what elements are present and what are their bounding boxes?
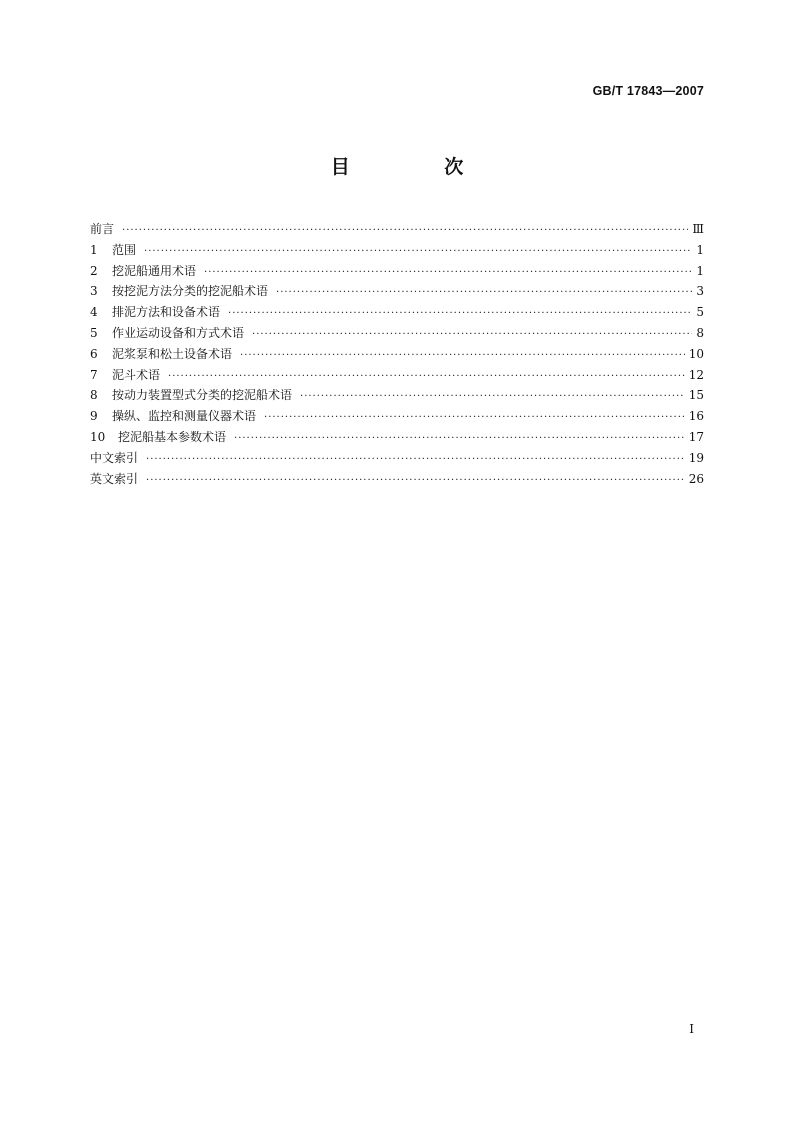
toc-entry-number: 5 <box>90 325 98 340</box>
standard-code: GB/T 17843—2007 <box>592 84 704 98</box>
toc-entry-5[interactable] <box>90 323 704 344</box>
toc-entry-label: 按挖泥方法分类的挖泥船术语 <box>112 284 269 299</box>
toc-entry-label: 排泥方法和设备术语 <box>112 305 221 320</box>
toc-entry-label: 泥斗术语 <box>112 367 161 382</box>
toc-entry-number: 1 <box>90 242 98 257</box>
toc-leader-dots <box>146 450 685 471</box>
toc-entry-6[interactable] <box>90 344 704 365</box>
toc-entry-1[interactable] <box>90 240 704 261</box>
toc-entry-number: 7 <box>90 367 98 382</box>
toc-entry-label: 挖泥船基本参数术语 <box>118 429 227 444</box>
toc-leader-dots <box>234 429 685 450</box>
toc-entry-page: 17 <box>688 429 704 444</box>
toc-entry-page: 10 <box>688 346 704 361</box>
toc-entry-page: Ⅲ <box>692 222 704 236</box>
toc-entry-page: 15 <box>688 388 704 403</box>
toc-leader-dots <box>276 283 692 304</box>
toc-entry-number: 6 <box>90 346 98 361</box>
toc-entry-label: 挖泥船通用术语 <box>112 263 197 278</box>
toc-entry-page: 8 <box>696 325 704 340</box>
toc-entry-page: 3 <box>696 284 704 299</box>
toc-entry-number: 2 <box>90 263 98 278</box>
toc-leader-dots <box>240 346 685 367</box>
toc-entry-number: 9 <box>90 409 98 424</box>
toc-entry-label: 中文索引 <box>90 450 139 465</box>
table-of-contents <box>90 219 704 489</box>
page-number: I <box>689 1022 694 1036</box>
toc-entry-label: 泥浆泵和松土设备术语 <box>112 346 233 361</box>
toc-entry-7[interactable] <box>90 365 704 386</box>
toc-entry-page: 1 <box>696 263 704 278</box>
toc-entry-page: 16 <box>688 409 704 424</box>
toc-entry-chinese-index[interactable] <box>90 448 704 469</box>
toc-leader-dots <box>252 325 692 346</box>
toc-leader-dots <box>300 387 685 408</box>
toc-entry-label: 操纵、监控和测量仪器术语 <box>112 409 257 424</box>
toc-entry-number: 10 <box>90 429 106 444</box>
toc-entry-number: 8 <box>90 388 98 403</box>
toc-entry-page: 1 <box>696 242 704 257</box>
toc-entry-number: 3 <box>90 284 98 299</box>
toc-entry-4[interactable] <box>90 302 704 323</box>
toc-entry-2[interactable] <box>90 261 704 282</box>
toc-entry-label: 英文索引 <box>90 471 139 486</box>
toc-entry-english-index[interactable] <box>90 469 704 490</box>
toc-entry-3[interactable] <box>90 281 704 302</box>
toc-leader-dots <box>122 221 688 242</box>
page-title: 目 次 <box>330 156 508 178</box>
toc-entry-page: 26 <box>688 471 704 486</box>
toc-entry-number: 4 <box>90 305 98 320</box>
toc-entry-label: 范围 <box>112 242 137 257</box>
toc-entry-10[interactable] <box>90 427 704 448</box>
toc-entry-page: 5 <box>696 305 704 320</box>
toc-leader-dots <box>228 304 692 325</box>
toc-entry-9[interactable] <box>90 406 704 427</box>
toc-entry-label: 作业运动设备和方式术语 <box>112 325 245 340</box>
toc-entry-label: 按动力装置型式分类的挖泥船术语 <box>112 388 293 403</box>
toc-leader-dots <box>264 408 685 429</box>
toc-entry-8[interactable] <box>90 385 704 406</box>
toc-entry-foreword[interactable] <box>90 219 704 240</box>
toc-leader-dots <box>204 263 692 284</box>
toc-leader-dots <box>168 367 685 388</box>
toc-entry-label: 前言 <box>90 222 115 236</box>
toc-leader-dots <box>146 471 685 492</box>
toc-entry-page: 12 <box>688 367 704 382</box>
toc-leader-dots <box>144 242 692 263</box>
toc-entry-page: 19 <box>688 450 704 465</box>
